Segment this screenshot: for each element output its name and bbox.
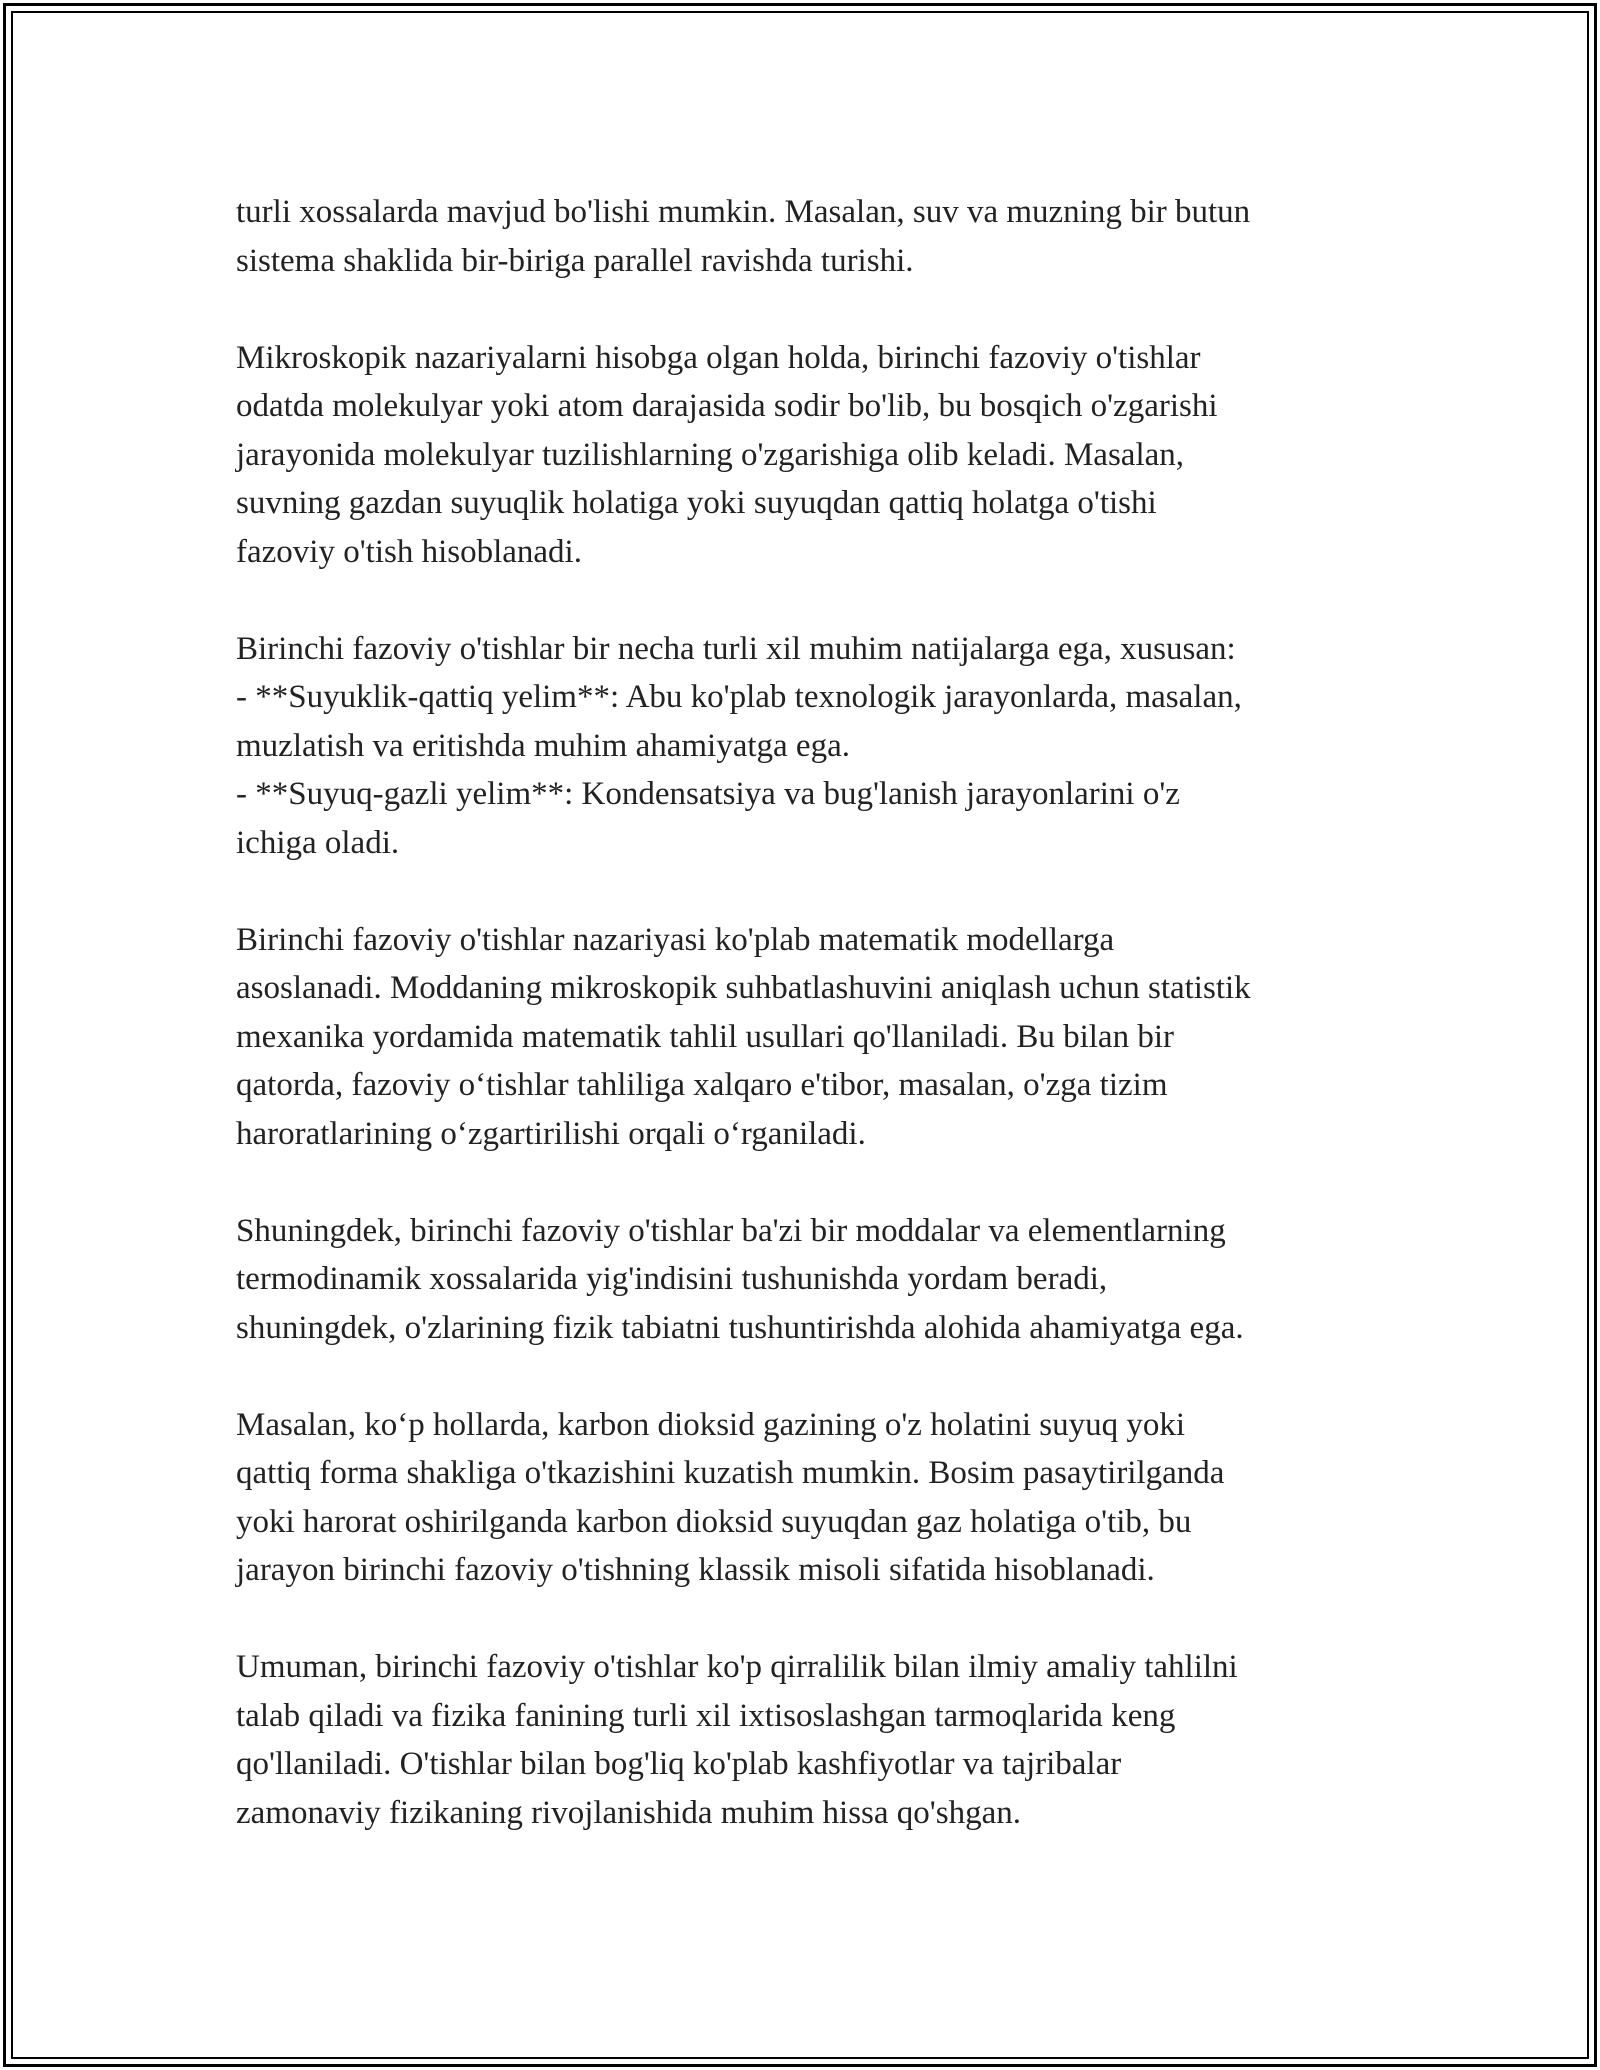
paragraph-1: turli xossalarda mavjud bo'lishi mumkin. Masalan, suv va muzning bir butun sistema shaklida bir-biriga parallel ravishda turishi. (236, 194, 1251, 279)
paragraph-3: Birinchi fazoviy o'tishlar bir necha turli xil muhim natijalarga ega, xususan: - **Suyuklik-qattiq yelim**: Abu ko'plab texnologik jarayonlarda, masalan, muzlatish va eritishda muhim ahamiyatga ega. - **Suyuq-gazli yelim**: Kondensatsiya va bug'lanish jarayonlarini o'z ichiga oladi. (236, 630, 1242, 861)
paragraph-4: Birinchi fazoviy o'tishlar nazariyasi ko'plab matematik modellarga asoslanadi. Moddaning mikroskopik suhbatlashuvini aniqlash uchun statistik mexanika yordamida matematik tahlil usullari qo'llaniladi. Bu bilan bir qatorda, fazoviy o‘tishlar tahliliga xalqaro e'tibor, masalan, o'zga tizim haroratlarining o‘zgartirilishi orqali o‘rganiladi. (236, 921, 1251, 1152)
paragraph-6: Masalan, ko‘p hollarda, karbon dioksid gazining o'z holatini suyuq yoki qattiq forma shakliga o'tkazishini kuzatish mumkin. Bosim pasaytirilganda yoki harorat oshirilganda karbon dioksid suyuqdan gaz holatiga o'tib, bu jarayon birinchi fazoviy o'tishning klassik misoli sifatida hisoblanadi. (236, 1406, 1225, 1588)
paragraph-5: Shuningdek, birinchi fazoviy o'tishlar ba'zi bir moddalar va elementlarning termodinamik xossalarida yig'indisini tushunishda yordam beradi, shuningdek, o'zlarining fizik tabiatni tushuntirishda alohida ahamiyatga ega. (236, 1212, 1244, 1346)
paragraph-2: Mikroskopik nazariyalarni hisobga olgan holda, birinchi fazoviy o'tishlar odatda molekulyar yoki atom darajasida sodir bo'lib, bu bosqich o'zgarishi jarayonida molekulyar tuzilishlarning o'zgarishiga olib keladi. Masalan, suvning gazdan suyuqlik holatiga yoki suyuqdan qattiq holatga o'tishi fazoviy o'tish hisoblanadi. (236, 339, 1218, 570)
document-body (236, 188, 1376, 1886)
paragraph-7: Umuman, birinchi fazoviy o'tishlar ko'p qirralilik bilan ilmiy amaliy tahlilni talab qiladi va fizika fanining turli xil ixtisoslashgan tarmoqlarida keng qo'llaniladi. O'tishlar bilan bog'liq ko'plab kashfiyotlar va tajribalar zamonaviy fizikaning rivojlanishida muhim hissa qo'shgan. (236, 1649, 1238, 1831)
